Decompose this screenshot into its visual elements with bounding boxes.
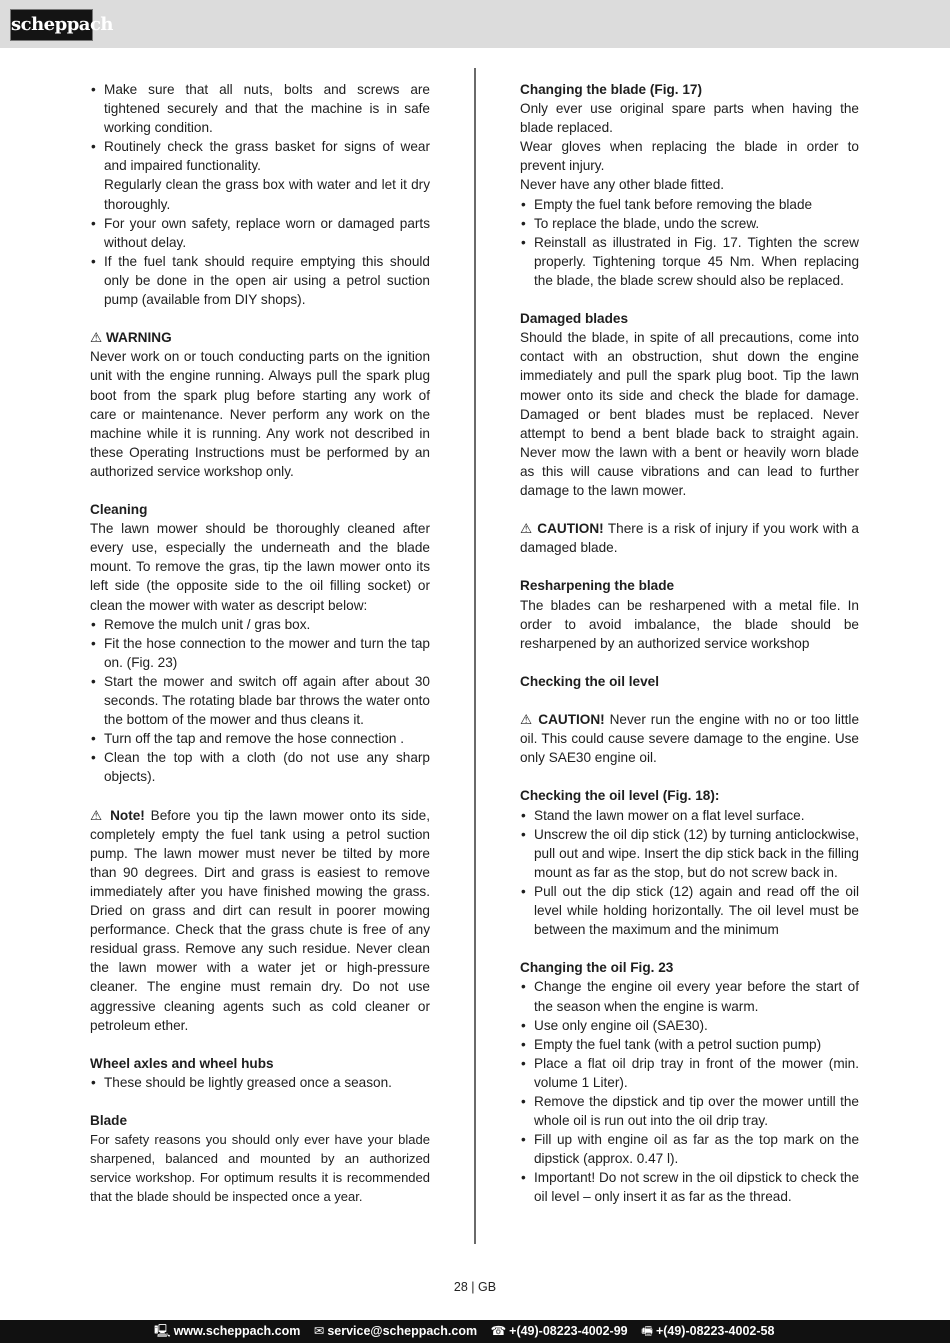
- damaged-blades-heading: Damaged blades: [520, 311, 629, 327]
- damaged-blades-text: Should the blade, in spite of all precautions, come into contact with an obstruction, shut down the engine immediately and pull the spark plug boot. Tip the lawn mower onto its side and check the blade for damage. Damaged or bent blades must be replaced. Never attempt to bend a bent blade back to straight again. Never mow the lawn with a bent or heavily worn blade as this will cause vibrations and can lead to further damage to the lawn mower.: [520, 330, 859, 498]
- wheel-bullet-list: [90, 1073, 430, 1092]
- changing-blade-heading: Changing the blade (Fig. 17): [520, 82, 703, 97]
- oil-check-bullet-list: [520, 806, 859, 940]
- caution-paragraph: ⚠ CAUTION! There is a risk of injury if you work with a damaged blade.: [520, 521, 859, 556]
- list-item: • Important! Do not screw in the oil dipstick to check the oil level – only insert it as far as the thread.: [520, 1168, 859, 1206]
- blade-heading: Blade: [90, 1113, 128, 1129]
- mail-icon: ✉: [313, 1324, 325, 1338]
- oil-change-bullet-list: [520, 977, 859, 1206]
- list-item: • Remove the mulch unit / gras box.: [90, 615, 430, 634]
- list-item: • Make sure that all nuts, bolts and screws are tightened securely and that the machine is in safe working condition.: [90, 80, 430, 137]
- scheppach-logo: scheppach: [10, 9, 93, 41]
- cleaning-bullet-list: [90, 615, 430, 787]
- resharpening-text: The blades can be resharpened with a metal file. In order to avoid imbalance, the blade should be resharpened by an authorized service workshop: [520, 597, 859, 651]
- caution-paragraph: ⚠ CAUTION! Never run the engine with no or too little oil. This could cause severe damage to the engine. Use only SAE30 engine oil.: [520, 712, 860, 766]
- list-item: • Pull out the dip stick (12) again and read off the oil level while holding horizontally. The oil level must be between the maximum and the minimum: [520, 882, 859, 939]
- list-item: • Empty the fuel tank before removing the blade: [520, 195, 859, 214]
- warning-triangle-icon: ⚠: [520, 712, 534, 728]
- list-item: • Remove the dipstick and tip over the mower untill the whole oil is run out into the oil drip tray.: [520, 1092, 859, 1130]
- oil-check-fig-heading: Checking the oil level (Fig. 18):: [520, 788, 720, 804]
- telephone-icon: ☎: [490, 1324, 507, 1338]
- warning-heading: ⚠ WARNING: [90, 330, 172, 346]
- footer-email[interactable]: ✉ service@scheppach.com: [313, 1324, 478, 1338]
- note-paragraph: ⚠ Note! Before you tip the lawn mower onto its side, completely empty the fuel tank using a petrol suction pump. The lawn mower must never be tilted by more than 90 degrees. Dirt and grass is easiest to remove immediately after you have finished mowing the grass. Dried on grass and dirt can result in poorer mowing performance. Check that the grass chute is free of any residual grass. Remove any such residue. Never clean the lawn mower with a water jet or high-pressure cleaner. The engine must remain dry. Do not use aggressive cleaning agents such as cold cleaner or petroleum ether.: [90, 807, 430, 1033]
- warning-triangle-icon: ⚠: [90, 330, 103, 346]
- list-item: • Empty the fuel tank (with a petrol suction pump): [520, 1035, 859, 1054]
- header-bar: [0, 0, 950, 48]
- warning-text: Never work on or touch conducting parts on the ignition unit with the engine running. Always pull the spark plug boot from the spark plug before starting any work of care or maintenance. Never perform any work on the machine while it is running. Any work not described in these Operating Instructions must be performed by an authorized service workshop only.: [90, 349, 430, 479]
- list-item: • Place a flat oil drip tray in front of the mower (min. volume 1 Liter).: [520, 1054, 859, 1092]
- changing-line: Only ever use original spare parts when having the blade replaced.: [520, 101, 859, 136]
- right-column: [520, 80, 859, 1207]
- footer-phone: ☎ +(49)-08223-4002-99: [490, 1324, 628, 1338]
- list-item: • To replace the blade, undo the screw.: [520, 214, 859, 233]
- list-item: • Routinely check the grass basket for signs of wear and impaired functionality. Regularly clean the grass box with water and let it dry thoroughly.: [90, 137, 430, 213]
- list-item: • Fit the hose connection to the mower and turn the tap on. (Fig. 23): [90, 634, 430, 672]
- computer-icon: 🖳: [154, 1324, 171, 1338]
- oil-change-heading: Changing the oil Fig. 23: [520, 960, 674, 976]
- changing-bullet-list: [520, 195, 859, 290]
- warning-triangle-icon: ⚠: [90, 807, 105, 823]
- list-item: • Use only engine oil (SAE30).: [520, 1016, 859, 1035]
- blade-text: For safety reasons you should only ever have your blade sharpened, balanced and mounted by an authorized service workshop. For optimum results it is recommended that the blade should be inspected once a year.: [90, 1132, 430, 1205]
- list-item: • Reinstall as illustrated in Fig. 17. Tighten the screw properly. Tightening torque 45 Nm. When replacing the blade, the blade screw should also be replaced.: [520, 233, 859, 290]
- list-item: • Start the mower and switch off again after about 30 seconds. The rotating blade bar throws the water onto the bottom of the mower and thus cleans it.: [90, 672, 430, 729]
- oil-check-heading: Checking the oil level: [520, 673, 659, 689]
- list-item: • These should be lightly greased once a season.: [90, 1073, 430, 1092]
- list-item: • Change the engine oil every year before the start of the season when the engine is warm.: [520, 977, 859, 1015]
- fax-icon: 🖷: [641, 1324, 653, 1338]
- list-item: • If the fuel tank should require emptying this should only be done in the open air using a petrol suction pump (available from DIY shops).: [90, 252, 430, 309]
- intro-bullet-list: [90, 80, 430, 309]
- footer-bar: [0, 1320, 950, 1343]
- wheel-heading: Wheel axles and wheel hubs: [90, 1055, 274, 1071]
- list-item: • Fill up with engine oil as far as the top mark on the dipstick (approx. 0.47 l).: [520, 1130, 859, 1168]
- cleaning-heading: Cleaning: [90, 502, 148, 518]
- list-item: • For your own safety, replace worn or damaged parts without delay.: [90, 214, 430, 252]
- footer-fax: 🖷 +(49)-08223-4002-58: [641, 1324, 775, 1338]
- page-number: 28 | GB: [453, 1280, 497, 1294]
- list-item: • Unscrew the oil dip stick (12) by turning anticlockwise, pull out and wipe. Insert the dip stick back in the filling mount as far as the stop, but do not screw back in.: [520, 825, 859, 882]
- list-item: • Clean the top with a cloth (do not use any sharp objects).: [90, 748, 430, 786]
- list-item: • Stand the lawn mower on a flat level surface.: [520, 806, 859, 825]
- left-column: [90, 80, 430, 1207]
- resharpening-heading: Resharpening the blade: [520, 578, 675, 594]
- changing-line: Wear gloves when replacing the blade in order to prevent injury.: [520, 139, 859, 174]
- list-item: • Turn off the tap and remove the hose connection .: [90, 729, 430, 748]
- footer-website[interactable]: 🖳 www.scheppach.com: [154, 1324, 301, 1338]
- column-divider: [474, 68, 476, 1244]
- warning-triangle-icon: ⚠: [520, 521, 533, 537]
- cleaning-text: The lawn mower should be thoroughly cleaned after every use, especially the underneath and the blade mount. To remove the gras, tip the lawn mower onto its left side (the opposite side to the oil filling socket) or clean the mower with water as descript below:: [90, 521, 430, 613]
- changing-line: Never have any other blade fitted.: [520, 177, 725, 193]
